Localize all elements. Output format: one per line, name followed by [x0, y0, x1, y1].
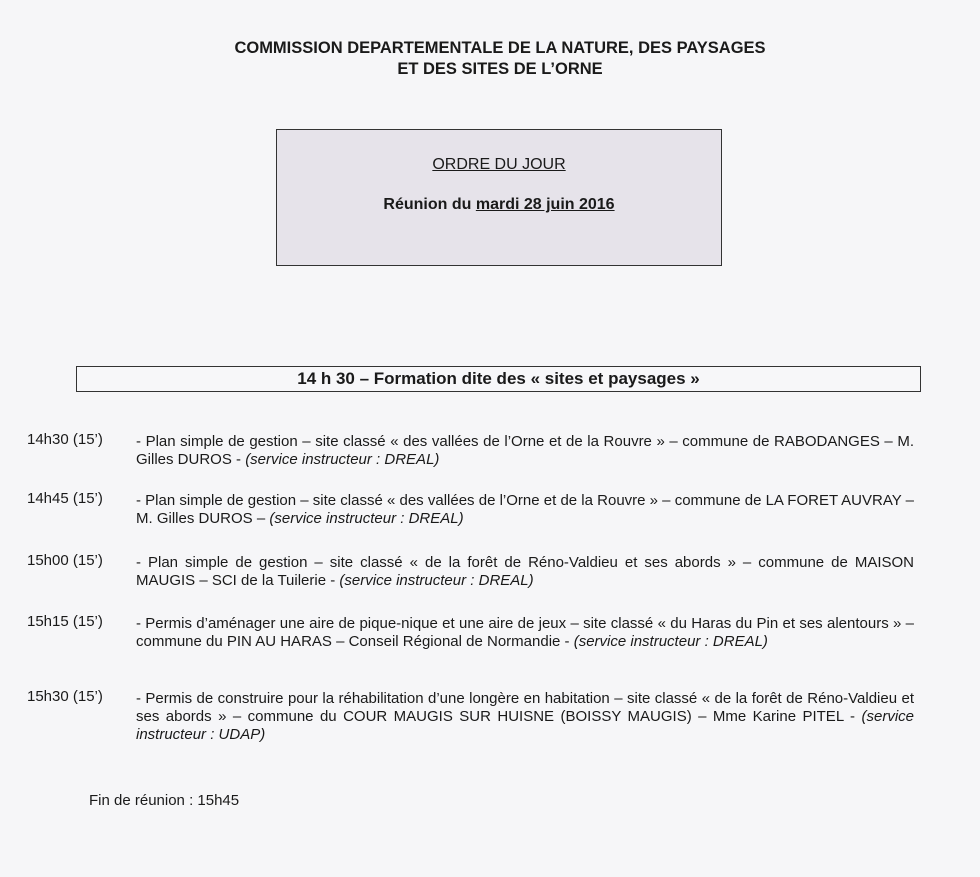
- item-time: 15h00 (15’): [27, 552, 103, 569]
- item-text: - Plan simple de gestion – site classé « de la forêt de Réno-Valdieu et ses abords » – commune de MAISON MAUGIS – SCI de la Tuilerie -: [136, 554, 914, 589]
- item-service: (service instructeur : DREAL): [269, 510, 464, 527]
- item-text: - Plan simple de gestion – site classé « des vallées de l’Orne et de la Rouvre » – commune de RABODANGES – M. Gilles DUROS -: [136, 433, 914, 468]
- item-text: - Permis d’aménager une aire de pique-nique et une aire de jeux – site classé « du Haras du Pin et ses alentours » – commune du PIN AU HARAS – Conseil Régional de Normandie -: [136, 615, 914, 650]
- meeting-end-time: Fin de réunion : 15h45: [89, 792, 240, 809]
- item-description: [136, 554, 914, 590]
- item-time: 15h15 (15’): [27, 613, 103, 630]
- item-text: - Permis de construire pour la réhabilitation d’une longère en habitation – site classé « de la forêt de Réno-Valdieu et ses abords » – commune du COUR MAUGIS SUR HUISNE (BOISSY MAUGIS) – Mme Karine PITEL -: [136, 690, 914, 725]
- header-line-2: ET DES SITES DE L’ORNE: [397, 60, 603, 78]
- item-text: - Plan simple de gestion – site classé « des vallées de l’Orne et de la Rouvre » – commune de LA FORET AUVRAY – M. Gilles DUROS –: [136, 492, 914, 527]
- meeting-prefix: Réunion du: [383, 196, 476, 213]
- item-service: (service instructeur : DREAL): [339, 572, 534, 589]
- section-title-bar: 14 h 30 – Formation dite des « sites et paysages »: [76, 366, 921, 392]
- item-description: [136, 690, 914, 744]
- item-description: [136, 615, 914, 651]
- item-time: 14h45 (15’): [27, 490, 103, 507]
- meeting-line: [277, 196, 721, 214]
- item-time: 15h30 (15’): [27, 688, 103, 705]
- agenda-box: [276, 129, 722, 266]
- commission-header: [0, 38, 980, 80]
- item-service: (service instructeur : UDAP): [136, 708, 914, 743]
- agenda-title: ORDRE DU JOUR: [432, 156, 566, 173]
- meeting-date: mardi 28 juin 2016: [475, 196, 615, 213]
- item-description: [136, 492, 914, 528]
- item-service: (service instructeur : DREAL): [245, 451, 440, 468]
- item-service: (service instructeur : DREAL): [573, 633, 768, 650]
- header-line-1: COMMISSION DEPARTEMENTALE DE LA NATURE, DES PAYSAGES: [234, 39, 766, 57]
- item-description: [136, 433, 914, 469]
- item-time: 14h30 (15’): [27, 431, 103, 448]
